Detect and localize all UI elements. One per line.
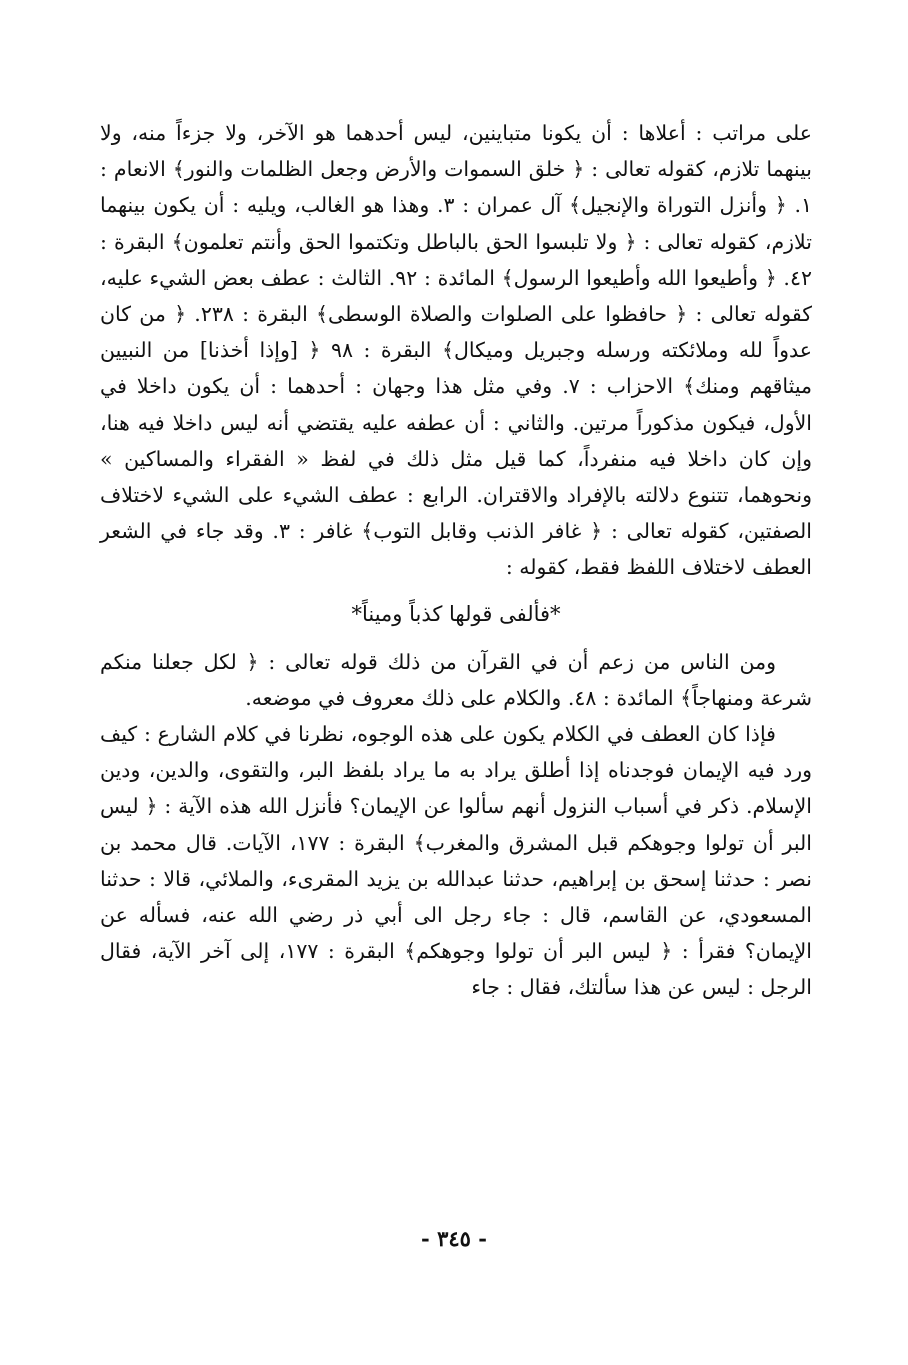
- page-number: - ٣٤٥ -: [421, 1226, 487, 1251]
- paragraph-1: على مراتب : أعلاها : أن يكونا متباينين، ليس أحدهما هو الآخر، ولا جزءاً منه، ولا بينهما تلازم، كقوله تعالى : ﴿ خلق السموات والأرض وجعل الظلمات والنور﴾ الانعام : ١. ﴿ وأنزل التوراة والإنجيل﴾ آل عمران : ٣. وهذا هو الغالب، ويليه : أن يكون بينهما تلازم، كقوله تعالى : ﴿ ولا تلبسوا الحق بالباطل وتكتموا الحق وأنتم تعلمون﴾ البقرة : ٤٢. ﴿ وأطيعوا الله وأطيعوا الرسول﴾ المائدة : ٩٢. الثالث : عطف بعض الشيء عليه، كقوله تعالى : ﴿ حافظوا على الصلوات والصلاة الوسطى﴾ البقرة : ٢٣٨. ﴿ من كان عدواً لله وملائكته ورسله وجبريل وميكال﴾ البقرة : ٩٨ ﴿ [وإذا أخذنا] من النبيين ميثاقهم ومنك﴾ الاحزاب : ٧. وفي مثل هذا وجهان : أحدهما : أن يكون داخلا في الأول، فيكون مذكوراً مرتين. والثاني : أن عطفه عليه يقتضي أنه ليس داخلا فيه هنا، وإن كان داخلا فيه منفرداً، كما قيل مثل ذلك في لفظ « الفقراء والمساكين » ونحوهما، تتنوع دلالته بالإفراد والاقتران. الرابع : عطف الشيء على الشيء لاختلاف الصفتين، كقوله تعالى : ﴿ غافر الذنب وقابل التوب﴾ غافر : ٣. وقد جاء في الشعر العطف لاختلاف اللفظ فقط، كقوله :: [100, 121, 813, 580]
- page-body: [100, 115, 812, 1295]
- paragraph-2: ومن الناس من زعم أن في القرآن من ذلك قوله تعالى : ﴿ لكل جعلنا منكم شرعة ومنهاجاً﴾ المائدة : ٤٨. والكلام على ذلك معروف في موضعه.: [100, 649, 812, 710]
- paragraph-3: فإذا كان العطف في الكلام يكون على هذه الوجوه، نظرنا في كلام الشارع : كيف ورد فيه الإيمان فوجدناه إذا أطلق يراد به ما يراد بلفظ البر، والتقوى، والدين، ودين الإسلام. ذكر في أسباب النزول أنهم سألوا عن الإيمان؟ فأنزل الله هذه الآية : ﴿ ليس البر أن تولوا وجوهكم قبل المشرق والمغرب﴾ البقرة : ١٧٧، الآيات. قال محمد بن نصر : حدثنا إسحق بن إبراهيم، حدثنا عبدالله بن يزيد المقرىء، والملائي، قالا : حدثنا المسعودي، عن القاسم، قال : جاء رجل الى أبي ذر رضي الله عنه، فسأله عن الإيمان؟ فقرأ : ﴿ ليس البر أن تولوا وجوهكم﴾ البقرة : ١٧٧، إلى آخر الآية، فقال الرجل : ليس عن هذا سألتك، فقال : جاء: [100, 722, 812, 1000]
- poetry-verse: *فألفى قولها كذباً وميناً*: [351, 601, 561, 626]
